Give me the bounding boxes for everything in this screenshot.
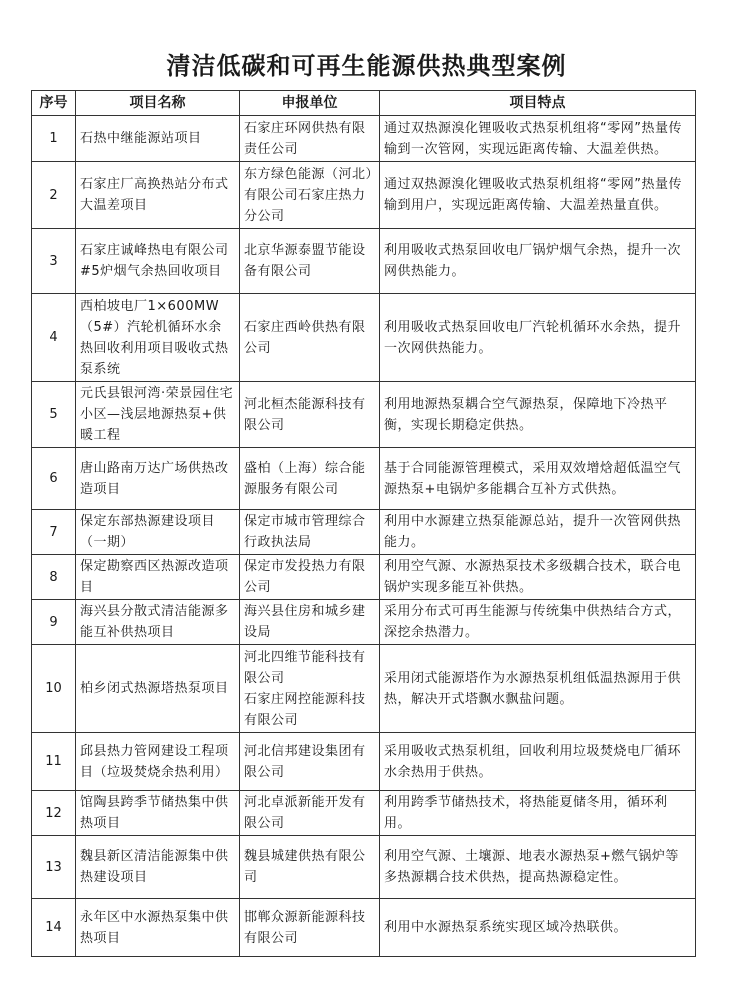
project-name: 柏乡闭式热源塔热泵项目 (76, 645, 240, 733)
table-row (32, 448, 696, 510)
reporting-unit: 东方绿色能源（河北）有限公司石家庄热力分公司 (240, 162, 380, 229)
header-row (32, 91, 696, 116)
reporting-unit: 河北信邦建设集团有限公司 (240, 733, 380, 791)
row-number: 5 (32, 382, 76, 448)
reporting-unit: 海兴县住房和城乡建设局 (240, 600, 380, 645)
project-name: 永年区中水源热泵集中供热项目 (76, 899, 240, 957)
table-row (32, 791, 696, 836)
project-feature: 利用跨季节储热技术，将热能夏储冬用，循环利用。 (380, 791, 696, 836)
table-row (32, 162, 696, 229)
table-row (32, 600, 696, 645)
project-feature: 利用地源热泵耦合空气源热泵，保障地下冷热平衡，实现长期稳定供热。 (380, 382, 696, 448)
reporting-unit: 魏县城建供热有限公司 (240, 836, 380, 899)
reporting-unit: 石家庄西岭供热有限公司 (240, 294, 380, 382)
reporting-unit: 保定市城市管理综合行政执法局 (240, 510, 380, 555)
project-feature: 利用吸收式热泵回收电厂锅炉烟气余热，提升一次网供热能力。 (380, 229, 696, 294)
project-feature: 利用中水源热泵系统实现区域冷热联供。 (380, 899, 696, 957)
reporting-unit: 石家庄环网供热有限责任公司 (240, 116, 380, 162)
project-name: 石家庄厂高换热站分布式大温差项目 (76, 162, 240, 229)
row-number: 13 (32, 836, 76, 899)
reporting-unit: 河北卓派新能开发有限公司 (240, 791, 380, 836)
project-name: 魏县新区清洁能源集中供热建设项目 (76, 836, 240, 899)
project-feature: 通过双热源溴化锂吸收式热泵机组将“零网”热量传输到用户，实现远距离传输、大温差热量直供。 (380, 162, 696, 229)
reporting-unit: 北京华源泰盟节能设备有限公司 (240, 229, 380, 294)
page-title: 清洁低碳和可再生能源供热典型案例 (166, 52, 567, 80)
table-row (32, 294, 696, 382)
project-name: 石家庄诚峰热电有限公司#5炉烟气余热回收项目 (76, 229, 240, 294)
reporting-unit: 邯郸众源新能源科技有限公司 (240, 899, 380, 957)
header-name: 项目名称 (76, 91, 240, 116)
row-number: 14 (32, 899, 76, 957)
row-number: 9 (32, 600, 76, 645)
reporting-unit: 盛柏（上海）综合能源服务有限公司 (240, 448, 380, 510)
table-row (32, 116, 696, 162)
project-name: 西柏坡电厂1×600MW（5#）汽轮机循环水余热回收利用项目吸收式热泵系统 (76, 294, 240, 382)
project-name: 保定勘察西区热源改造项目 (76, 555, 240, 600)
row-number: 3 (32, 229, 76, 294)
project-name: 唐山路南万达广场供热改造项目 (76, 448, 240, 510)
project-feature: 基于合同能源管理模式，采用双效增焓超低温空气源热泵+电锅炉多能耦合互补方式供热。 (380, 448, 696, 510)
project-name: 石热中继能源站项目 (76, 116, 240, 162)
project-feature: 采用分布式可再生能源与传统集中供热结合方式，深挖余热潜力。 (380, 600, 696, 645)
project-name: 元氏县银河湾·荣景园住宅小区—浅层地源热泵+供暖工程 (76, 382, 240, 448)
project-feature: 通过双热源溴化锂吸收式热泵机组将“零网”热量传输到一次管网，实现远距离传输、大温差供热。 (380, 116, 696, 162)
reporting-unit: 河北桓杰能源科技有限公司 (240, 382, 380, 448)
row-number: 4 (32, 294, 76, 382)
project-feature: 利用空气源、土壤源、地表水源热泵+燃气锅炉等多热源耦合技术供热，提高热源稳定性。 (380, 836, 696, 899)
table-row (32, 555, 696, 600)
table-row (32, 733, 696, 791)
table-row (32, 382, 696, 448)
row-number: 2 (32, 162, 76, 229)
table-row (32, 836, 696, 899)
project-feature: 采用闭式能源塔作为水源热泵机组低温热源用于供热，解决开式塔飘水飘盐问题。 (380, 645, 696, 733)
table-row (32, 645, 696, 733)
project-feature: 采用吸收式热泵机组，回收利用垃圾焚烧电厂循环水余热用于供热。 (380, 733, 696, 791)
row-number: 12 (32, 791, 76, 836)
header-unit: 申报单位 (240, 91, 380, 116)
reporting-unit: 河北四维节能科技有限公司 石家庄网控能源科技有限公司 (240, 645, 380, 733)
row-number: 11 (32, 733, 76, 791)
header-no: 序号 (32, 91, 76, 116)
table-row (32, 510, 696, 555)
row-number: 8 (32, 555, 76, 600)
project-feature: 利用空气源、水源热泵技术多级耦合技术，联合电锅炉实现多能互补供热。 (380, 555, 696, 600)
reporting-unit: 保定市发投热力有限公司 (240, 555, 380, 600)
row-number: 7 (32, 510, 76, 555)
row-number: 1 (32, 116, 76, 162)
table-row (32, 229, 696, 294)
table-row (32, 899, 696, 957)
project-name: 保定东部热源建设项目（一期） (76, 510, 240, 555)
project-feature: 利用中水源建立热泵能源总站，提升一次管网供热能力。 (380, 510, 696, 555)
project-name: 海兴县分散式清洁能源多能互补供热项目 (76, 600, 240, 645)
case-table (31, 90, 696, 957)
project-feature: 利用吸收式热泵回收电厂汽轮机循环水余热，提升一次网供热能力。 (380, 294, 696, 382)
header-feature: 项目特点 (380, 91, 696, 116)
project-name: 馆陶县跨季节储热集中供热项目 (76, 791, 240, 836)
project-name: 邱县热力管网建设工程项目（垃圾焚烧余热利用） (76, 733, 240, 791)
row-number: 6 (32, 448, 76, 510)
row-number: 10 (32, 645, 76, 733)
